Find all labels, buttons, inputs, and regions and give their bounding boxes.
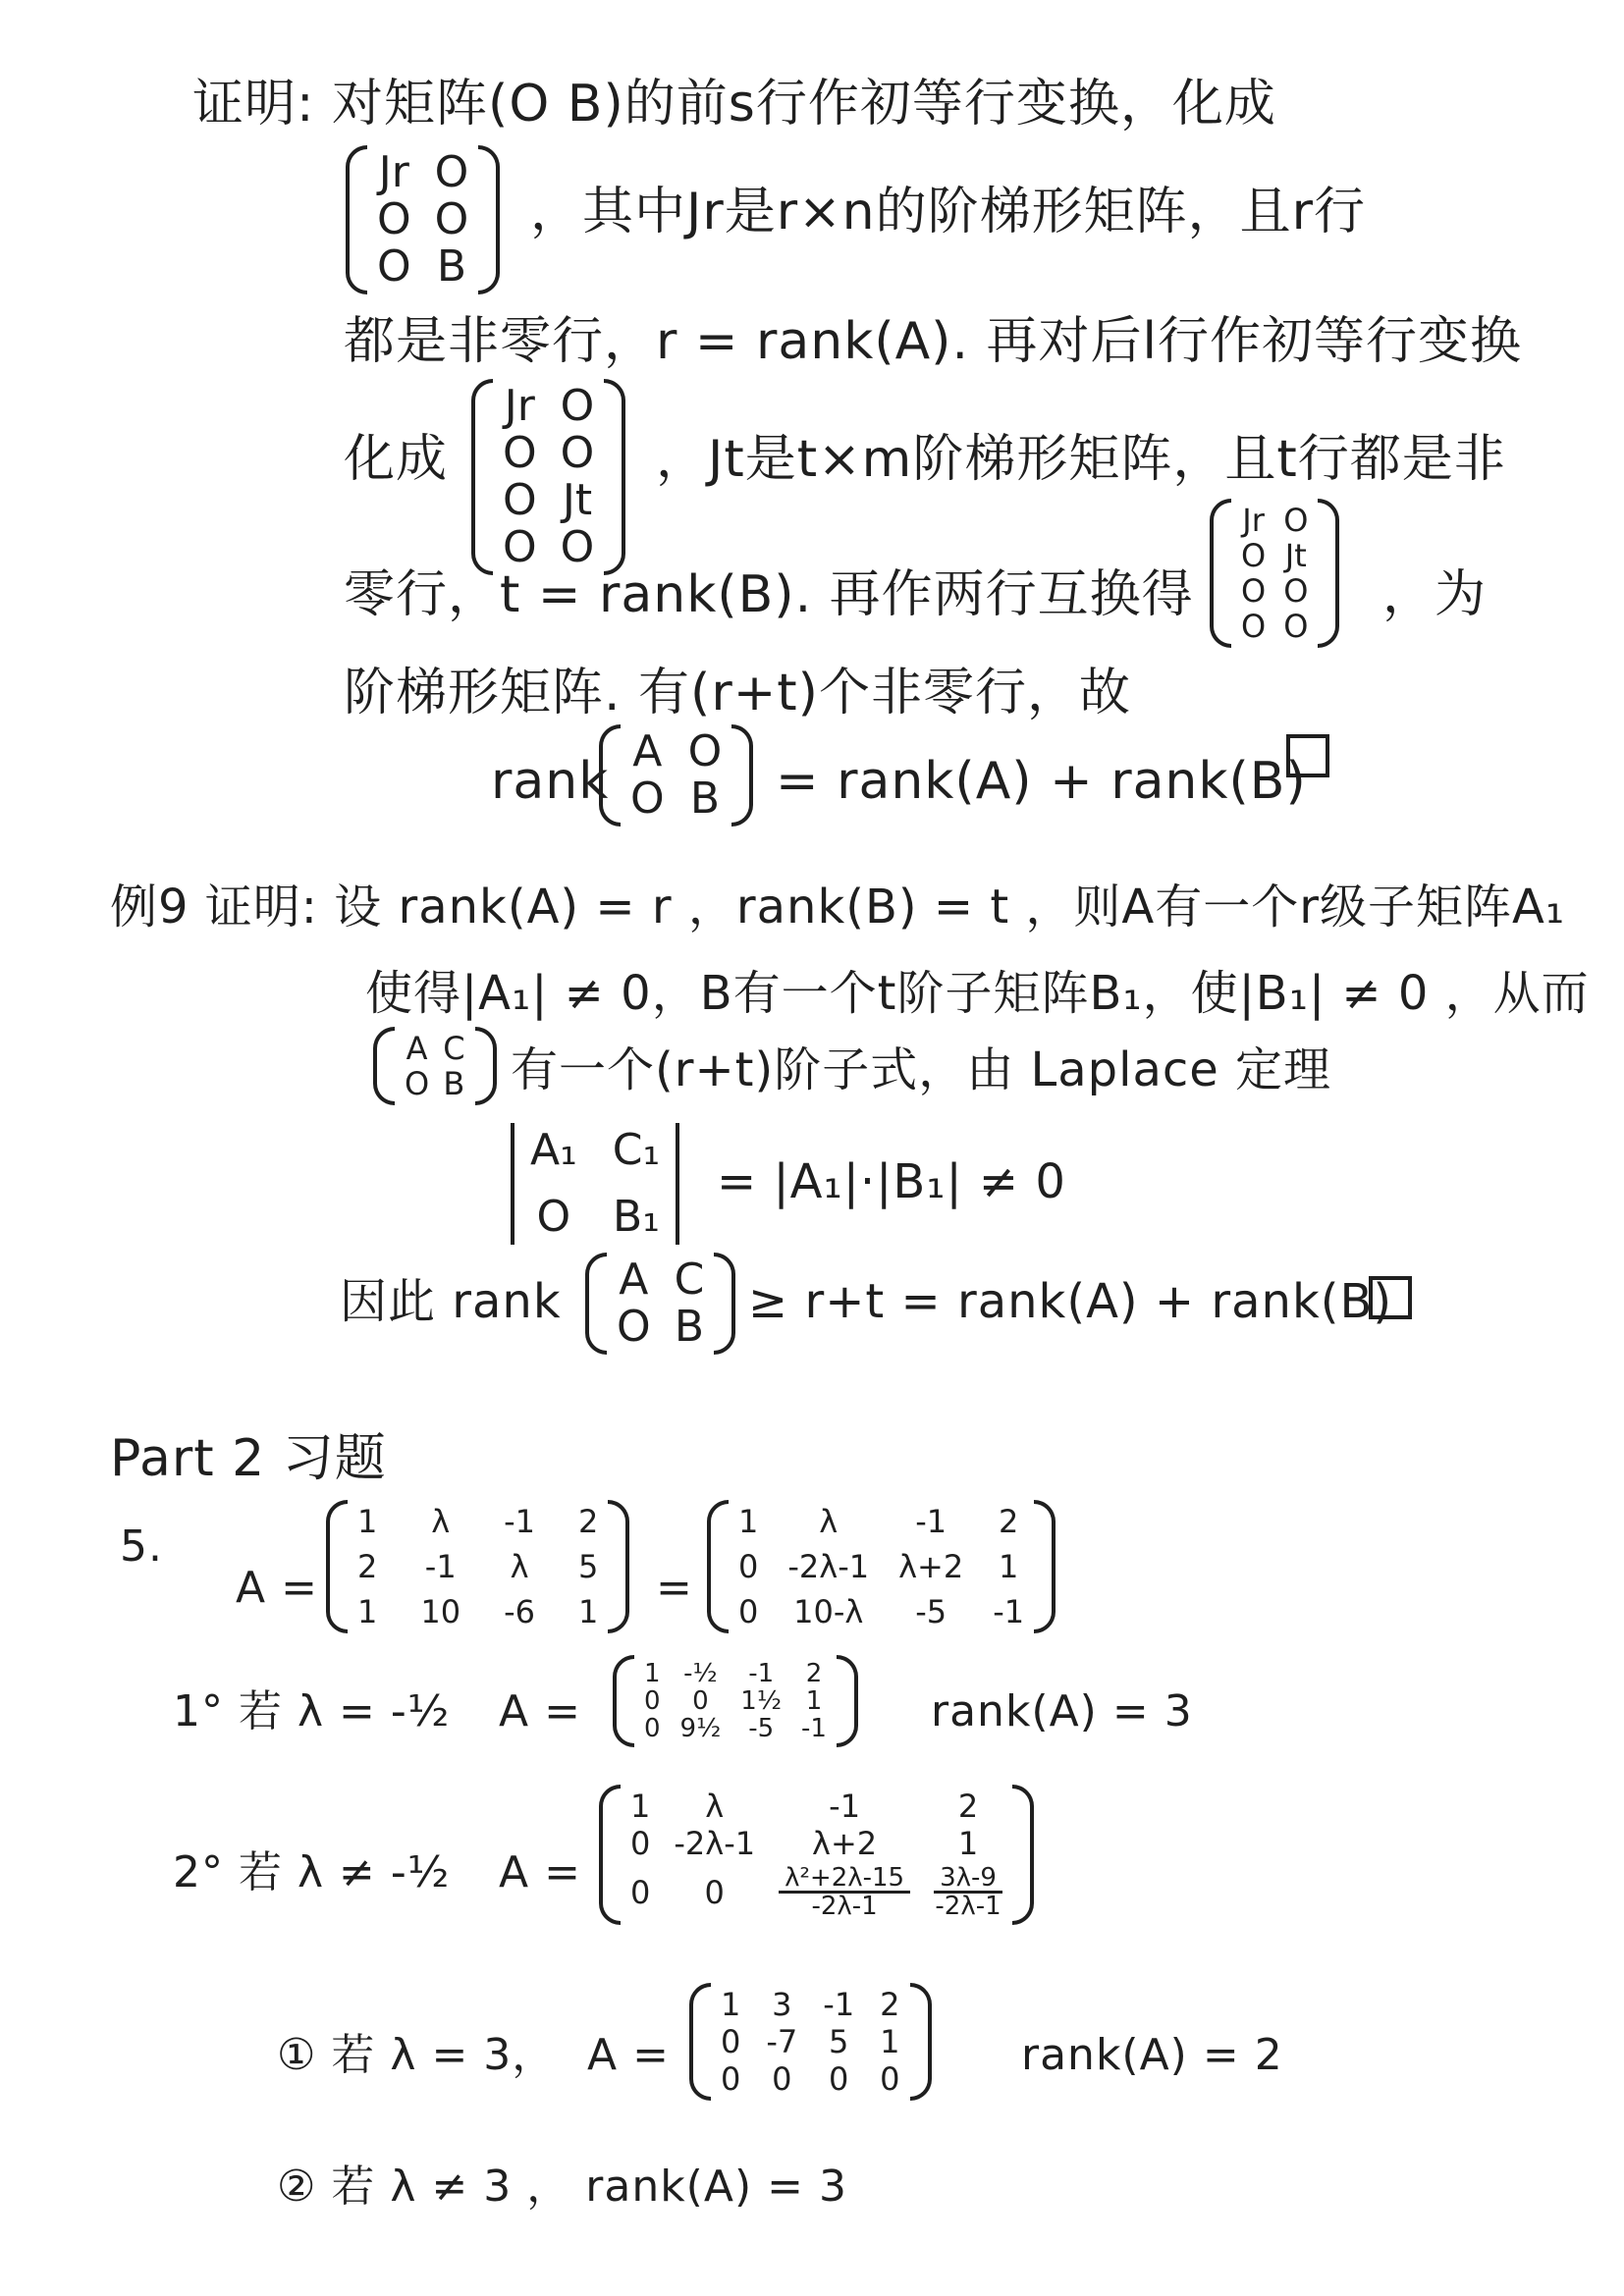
matrix-cell: -1: [801, 1714, 827, 1743]
matrix-cell: 5: [829, 2023, 849, 2060]
proof-line-5b: ，为: [1382, 565, 1488, 624]
matrix-cell: 2: [880, 1986, 900, 2023]
matrix-cell: O: [1241, 572, 1267, 610]
matrix-cell: 10-λ: [793, 1593, 864, 1630]
matrix-jr-jt-4x2: [471, 379, 625, 575]
matrix-cell: O: [1241, 608, 1267, 645]
matrix-cell: O: [434, 194, 469, 244]
matrix-cell: 0: [738, 1593, 759, 1630]
case2-a-equals: A =: [499, 1847, 581, 1897]
subcase2-label: ② 若 λ ≠ 3 ， rank(A) = 3: [277, 2162, 847, 2212]
matrix-cell: 1: [357, 1503, 378, 1540]
matrix-cell: λ: [705, 1788, 725, 1825]
matrix-cell: 2: [805, 1659, 823, 1688]
matrix-cell: 3: [772, 1986, 792, 2023]
matrix-cell: 0: [630, 1825, 651, 1862]
matrix-cell: 1½: [740, 1686, 783, 1716]
matrix-cell: 10: [420, 1593, 461, 1630]
fraction-denominator: -2λ-1: [935, 1892, 1001, 1921]
matrix-cell: 9½: [679, 1714, 722, 1743]
matrix-cell: A₁: [530, 1125, 577, 1175]
matrix-cell: 0: [644, 1714, 661, 1743]
matrix-cell: C: [443, 1030, 465, 1067]
matrix-case1: [613, 1655, 858, 1747]
matrix-cell: λ+2: [898, 1548, 964, 1585]
matrix-cell: 5: [577, 1548, 599, 1585]
matrix-cell: -½: [683, 1659, 718, 1688]
matrix-cell: -2λ-1: [787, 1548, 870, 1585]
matrix-cell: -7: [766, 2023, 798, 2060]
matrix-cell: 1: [630, 1788, 651, 1825]
fraction-numerator: 3λ-9: [934, 1865, 1002, 1894]
matrix-cell: -2λ-1: [674, 1825, 756, 1862]
matrix-cell: 1: [957, 1825, 979, 1862]
matrix-a-reduced: [707, 1500, 1056, 1633]
matrix-cell: O: [405, 1065, 430, 1102]
case1-label: 1° 若 λ = -½: [173, 1686, 451, 1736]
matrix-cell: 0: [829, 2060, 849, 2098]
matrix-cell: Jr: [378, 147, 409, 197]
example9-line-1: 例9 证明: 设 rank(A) = r ，rank(B) = t ，则A有一个r级子矩阵A₁: [110, 880, 1566, 934]
matrix-cell: λ+2: [812, 1825, 878, 1862]
matrix-cell: 2: [357, 1548, 378, 1585]
matrix-cell: 1: [644, 1659, 661, 1688]
matrix-subcase1: [689, 1983, 932, 2101]
matrix-cell: Jr: [504, 381, 535, 431]
matrix-cell: 0: [692, 1686, 709, 1716]
proof-line-4b: ，Jt是t×m阶梯形矩阵，且t行都是非: [656, 430, 1506, 489]
matrix-a-c-o-b-2: [585, 1253, 735, 1355]
matrix-cell: 2: [957, 1788, 979, 1825]
determinant-a1-c1-o-b1: [511, 1123, 679, 1245]
matrix-cell: 1: [880, 2023, 900, 2060]
determinant-rhs: = |A₁|·|B₁| ≠ 0: [717, 1154, 1066, 1209]
proof-line-3: 都是非零行，r = rank(A). 再对后l行作初等行变换: [344, 312, 1522, 371]
matrix-cell: A: [632, 726, 663, 776]
matrix-cell: 0: [630, 1873, 651, 1911]
matrix-a-o-o-b: [599, 724, 753, 827]
matrix-cell: 0: [738, 1548, 759, 1585]
matrix-cell: A: [619, 1255, 649, 1305]
matrix-cell: 1: [738, 1503, 759, 1540]
matrix-cell: 1: [805, 1686, 823, 1716]
matrix-cell: λ: [819, 1503, 839, 1540]
example9-line-3: 有一个(r+t)阶子式，由 Laplace 定理: [511, 1042, 1332, 1097]
matrix-cell: 1: [577, 1593, 599, 1630]
matrix-cell: O: [560, 381, 595, 431]
matrix-jr-jt-swapped: [1210, 499, 1339, 648]
matrix-cell: -1: [915, 1503, 947, 1540]
matrix-cell: -1: [504, 1503, 535, 1540]
matrix-cell: 0: [880, 2060, 900, 2098]
matrix-cell: B: [689, 774, 721, 824]
matrix-cell: B: [436, 241, 467, 292]
matrix-cell: 0: [704, 1873, 725, 1911]
matrix-cell: Jr: [1242, 502, 1265, 539]
matrix-cell: Jt: [562, 475, 593, 525]
matrix-cell: -1: [823, 1986, 855, 2023]
matrix-cell: O: [503, 428, 537, 478]
a-equals: A =: [236, 1563, 318, 1613]
matrix-cell: 2: [998, 1503, 1019, 1540]
matrix-cell: O: [434, 147, 469, 197]
matrix-jr-o-b: [346, 145, 500, 294]
matrix-cell: 1: [998, 1548, 1019, 1585]
qed-box: [1369, 1276, 1412, 1319]
subcase1-label: ① 若 λ = 3，: [277, 2030, 557, 2080]
matrix-cell: C₁: [612, 1125, 661, 1175]
fraction-numerator: λ²+2λ-15: [779, 1865, 910, 1894]
proof-line-1: 证明: 对矩阵(O B)的前s行作初等行变换，化成: [192, 75, 1276, 133]
case1-rank: rank(A) = 3: [931, 1686, 1193, 1736]
matrix-cell: O: [560, 522, 595, 572]
matrix-cell: O: [617, 1302, 651, 1352]
matrix-cell: -1: [748, 1659, 775, 1688]
subcase1-rank: rank(A) = 2: [1021, 2030, 1283, 2080]
matrix-cell: λ: [510, 1548, 529, 1585]
rank-equation-rhs: = rank(A) + rank(B): [776, 752, 1307, 811]
matrix-cell: O: [630, 774, 665, 824]
matrix-cell: O: [1283, 608, 1309, 645]
matrix-cell: O: [687, 726, 723, 776]
matrix-case2: [599, 1785, 1034, 1925]
matrix-cell: Jt: [1284, 537, 1307, 574]
matrix-cell: O: [377, 241, 411, 292]
subcase1-a-equals: A =: [587, 2030, 670, 2080]
matrix-cell: λ: [431, 1503, 451, 1540]
fraction-denominator: -2λ-1: [811, 1892, 878, 1921]
matrix-cell: O: [1241, 537, 1267, 574]
matrix-cell: O: [377, 194, 411, 244]
matrix-cell: 1: [357, 1593, 378, 1630]
matrix-cell: O: [560, 428, 595, 478]
matrix-cell: C: [674, 1255, 705, 1305]
proof-line-2: ，其中Jr是r×n的阶梯形矩阵，且r行: [530, 183, 1367, 241]
matrix-cell: O: [1283, 502, 1309, 539]
fraction-cell: [779, 1865, 910, 1919]
matrix-cell: -1: [829, 1788, 861, 1825]
matrix-cell: B₁: [613, 1192, 660, 1242]
example9-line-2: 使得|A₁| ≠ 0，B有一个t阶子矩阵B₁，使|B₁| ≠ 0 ，从而: [365, 966, 1590, 1021]
matrix-cell: 2: [577, 1503, 599, 1540]
equals-sign: =: [656, 1563, 693, 1613]
matrix-cell: A: [406, 1030, 428, 1067]
matrix-a-c-o-b: [373, 1027, 497, 1105]
matrix-cell: -6: [504, 1593, 535, 1630]
case2-label: 2° 若 λ ≠ -½: [173, 1847, 451, 1897]
rank-label: rank: [491, 752, 610, 811]
matrix-cell: -1: [424, 1548, 457, 1585]
matrix-cell: -5: [915, 1593, 947, 1630]
matrix-cell: B: [443, 1065, 465, 1102]
matrix-cell: O: [503, 522, 537, 572]
proof-line-4a: 化成: [344, 430, 449, 489]
part2-title: Part 2 习题: [110, 1429, 387, 1488]
qed-box: [1286, 734, 1329, 777]
matrix-cell: O: [536, 1192, 571, 1242]
matrix-cell: 0: [772, 2060, 792, 2098]
matrix-cell: O: [503, 475, 537, 525]
matrix-a-original: [326, 1500, 629, 1633]
matrix-cell: 0: [644, 1686, 661, 1716]
matrix-cell: O: [1283, 572, 1309, 610]
matrix-cell: 1: [721, 1986, 741, 2023]
proof-line-6: 阶梯形矩阵. 有(r+t)个非零行，故: [344, 664, 1131, 722]
matrix-cell: 0: [721, 2023, 741, 2060]
case1-a-equals: A =: [499, 1686, 581, 1736]
matrix-cell: B: [674, 1302, 705, 1352]
conclusion-label: 因此 rank: [340, 1274, 562, 1329]
proof-line-5a: 零行，t = rank(B). 再作两行互换得: [344, 565, 1194, 624]
matrix-cell: 0: [721, 2060, 741, 2098]
fraction-cell: [934, 1865, 1002, 1919]
conclusion-inequality: ≥ r+t = rank(A) + rank(B): [748, 1274, 1393, 1329]
matrix-cell: -1: [993, 1593, 1025, 1630]
exercise-number: 5.: [120, 1522, 163, 1572]
matrix-cell: -5: [748, 1714, 775, 1743]
